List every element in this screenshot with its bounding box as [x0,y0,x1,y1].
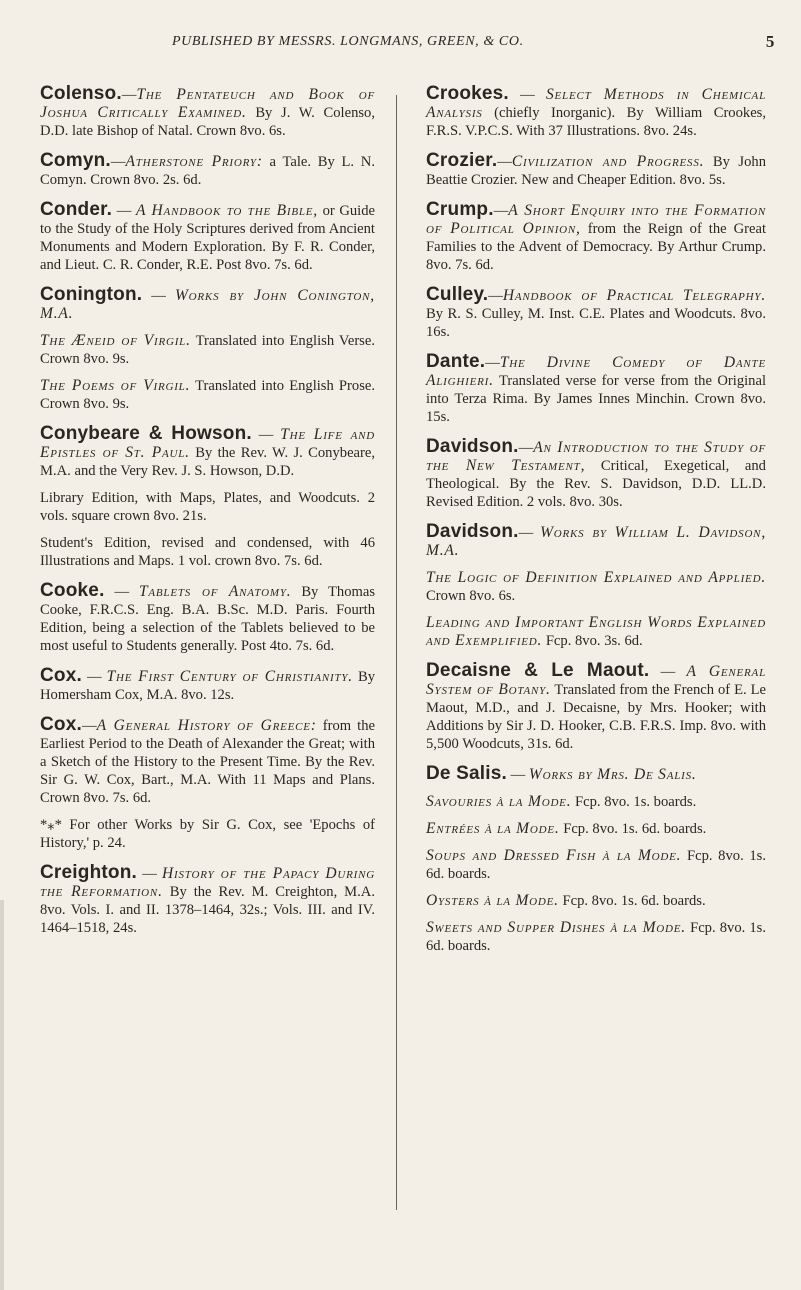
book-title: The Divine Comedy of Dante Alighieri. [426,354,766,389]
author-name: Dante. [426,351,486,372]
book-title: The Logic of Definition Explained and Applied. [426,569,766,586]
book-description: By R. S. Culley, M. Inst. C.E. Plates and Woodcuts. 8vo. 16s. [426,306,766,340]
entry-separator: — [104,584,139,600]
entry-separator: — [81,718,97,734]
entry-separator: — [649,664,687,680]
book-description: Translated into English Verse. Crown 8vo. 9s. [40,333,375,367]
catalogue-entry [426,286,766,341]
entry-separator: — [493,203,509,219]
author-name: Conington. [40,284,143,305]
entry-separator: — [518,525,541,541]
entry-paragraph [40,667,375,704]
book-title: Works by Mrs. De Salis. [528,766,697,783]
header-publisher: PUBLISHED BY MESSRS. LONGMANS, GREEN, & CO. [172,34,524,49]
book-description: Fcp. 8vo. 1s. 6d. boards. [559,821,707,837]
entry-paragraph [426,438,766,511]
catalogue-entry [40,85,375,140]
entry-paragraph [426,919,766,955]
book-description: By the Rev. M. Creighton, M.A. 8vo. Vols. I. and II. 1378–1464, 32s.; Vols. III. and IV. 1464–1518, 24s. [40,884,375,936]
author-name: Crozier. [426,150,498,171]
book-description: Crown 8vo. 6s. [426,588,516,604]
book-description: Fcp. 8vo. 1s. 6d. boards. [426,848,766,882]
book-title: The Æneid of Virgil. [40,332,191,349]
right-column [426,85,766,967]
catalogue-entry [426,85,766,140]
author-name: Creighton. [40,862,137,883]
book-title: Oysters à la Mode. [426,892,559,909]
book-title: Soups and Dressed Fish à la Mode. [426,847,682,864]
book-description: Library Edition, with Maps, Plates, and Woodcuts. 2 vols. square crown 8vo. 21s. [40,490,375,524]
book-title: An Introduction to the Study of the New Testament, [426,439,766,474]
entry-paragraph [426,353,766,426]
entry-paragraph [426,85,766,140]
entry-paragraph [40,489,375,525]
entry-paragraph [40,85,375,140]
entry-separator: — [508,87,546,103]
catalogue-entry [40,667,375,704]
page-number: 5 [765,32,775,51]
book-description: Translated from the French of E. Le Maout, M.D., and J. Decaisne, by Mrs. Hooker; with Additions by Sir J. D. Hooker, C.B. F.R.S. Imp. 8vo. with 5,500 Woodcuts, 31s. 6d. [426,682,766,752]
author-name: Davidson. [426,521,519,542]
entry-paragraph [426,152,766,189]
author-name: Cox. [40,714,82,735]
book-description: Fcp. 8vo. 3s. 6d. [542,633,643,649]
page-edge-shadow [0,900,4,1290]
catalogue-entry [426,438,766,511]
author-name: Crump. [426,199,494,220]
entry-paragraph [40,582,375,655]
entry-paragraph [40,286,375,323]
book-title: Atherstone Priory: [125,153,263,170]
entry-paragraph [40,332,375,368]
book-description: Fcp. 8vo. 1s. 6d. boards. [558,893,706,909]
entry-paragraph [426,847,766,883]
entry-paragraph [426,892,766,910]
entry-paragraph [40,377,375,413]
book-description: from the Earliest Period to the Death of Alexander the Great; with a Sketch of the History to the Present Time. By the Rev. Sir G. W. Cox, Bart., M.A. With 11 Maps and Plans. Crown 8vo. 7s. 6d. [40,718,375,806]
author-name: Cooke. [40,580,105,601]
entry-paragraph [426,765,766,784]
book-title: Savouries à la Mode. [426,793,572,810]
book-description: Translated verse for verse from the Original into Terza Rima. By James Innes Minchin. Crown 8vo. 15s. [426,373,766,425]
entry-separator: — [497,154,512,170]
book-description: By Thomas Cooke, F.R.C.S. Eng. B.A. B.Sc. M.D. Paris. Fourth Edition, being a selection of the Tablets believed to be most useful to Students generally. Post 4to. 7s. 6d. [40,584,375,654]
entry-separator: — [518,440,534,456]
book-title: Works by John Conington, M.A. [40,287,375,322]
entry-paragraph [426,569,766,605]
entry-separator: — [121,87,137,103]
entry-paragraph [426,662,766,753]
book-title: The First Century of Christianity. [106,668,353,685]
book-description: By Homersham Cox, M.A. 8vo. 12s. [40,669,375,703]
catalogue-entry [40,152,375,189]
author-name: Conder. [40,199,113,220]
author-name: Comyn. [40,150,111,171]
author-name: Cox. [40,665,82,686]
book-description: (chiefly Inorganic). By William Crookes, F.R.S. V.P.C.S. With 37 Illustrations. 8vo. 24s. [426,105,766,139]
entry-paragraph [40,864,375,937]
entry-separator: — [251,427,281,443]
entry-separator: — [142,288,175,304]
entry-paragraph [426,286,766,341]
entry-paragraph [426,614,766,650]
book-description: Student's Edition, revised and condensed, with 46 Illustrations and Maps. 1 vol. crown 8vo. 7s. 6d. [40,535,375,569]
book-title: The Poems of Virgil. [40,377,191,394]
entry-separator: — [507,767,529,783]
entry-separator: — [112,203,136,219]
catalogue-entry [426,152,766,189]
book-description: Fcp. 8vo. 1s. boards. [571,794,697,810]
book-description: By John Beattie Crozier. New and Cheaper Edition. 8vo. 5s. [426,154,766,188]
entry-paragraph [40,534,375,570]
column-divider [396,95,397,1210]
entry-paragraph [426,793,766,811]
running-header [172,34,781,58]
book-title: Select Methods in Chemical Analysis [426,86,766,121]
left-column [40,85,375,949]
book-description: Translated into English Prose. Crown 8vo. 9s. [40,378,375,412]
catalogue-entry [426,765,766,955]
author-name: Culley. [426,284,489,305]
entry-paragraph [40,816,375,852]
book-description: By J. W. Colenso, D.D. late Bishop of Natal. Crown 8vo. 6s. [40,105,375,139]
author-name: Davidson. [426,436,519,457]
entry-paragraph [40,152,375,189]
catalogue-entry [40,425,375,570]
entry-separator: — [488,288,503,304]
book-title: Leading and Important English Words Explained and Exemplified. [426,614,766,649]
book-description: *⁎* For other Works by Sir G. Cox, see 'Epochs of History,' p. 24. [40,817,375,851]
book-title: Works by William L. Davidson, M.A. [426,524,766,559]
book-title: A General System of Botany. [426,663,766,698]
entry-separator: — [137,866,163,882]
catalogue-entry [40,201,375,274]
catalogue-entry [40,716,375,852]
entry-paragraph [426,201,766,274]
book-description: from the Reign of the Great Families to the Advent of Democracy. By Arthur Crump. 8vo. 7s. 6d. [426,221,766,273]
book-title: A Handbook to the Bible, [135,202,318,219]
book-title: Handbook of Practical Telegraphy. [502,287,766,304]
book-description: Fcp. 8vo. 1s. 6d. boards. [426,920,766,954]
book-title: History of the Papacy During the Reformation. [40,865,376,900]
catalogue-entry [40,286,375,413]
book-description: a Tale. By L. N. Comyn. Crown 8vo. 2s. 6d. [40,154,375,188]
catalogue-entry [426,353,766,426]
book-description: or Guide to the Study of the Holy Scriptures derived from Ancient Monuments and Modern Exploration. By F. R. Conder, and Lieut. C. R. Conder, R.E. Post 8vo. 7s. 6d. [40,203,376,273]
entry-separator: — [110,154,126,170]
entry-paragraph [426,523,766,560]
book-title: Sweets and Supper Dishes à la Mode. [426,919,686,936]
author-name: Crookes. [426,83,509,104]
catalogue-entry [426,201,766,274]
catalogue-entry [40,582,375,655]
entry-paragraph [426,820,766,838]
book-title: A General History of Greece: [96,717,317,734]
book-title: The Life and Epistles of St. Paul. [40,426,376,461]
catalogue-entry [426,523,766,650]
book-title: The Pentateuch and Book of Joshua Critically Examined. [40,86,375,121]
entry-paragraph [40,201,375,274]
entry-separator: — [81,669,107,685]
catalogue-entry [426,662,766,753]
book-title: Entrées à la Mode. [426,820,560,837]
author-name: De Salis. [426,763,508,784]
author-name: Decaisne & Le Maout. [426,660,650,681]
author-name: Colenso. [40,83,122,104]
book-title: Civilization and Progress. [511,153,705,170]
author-name: Conybeare & Howson. [40,423,252,444]
book-description: By the Rev. W. J. Conybeare, M.A. and the Very Rev. J. S. Howson, D.D. [40,445,376,479]
book-description: Critical, Exegetical, and Theological. By the Rev. S. Davidson, D.D. LL.D. Revised Edition. 2 vols. 8vo. 30s. [426,458,766,510]
entry-separator: — [485,355,500,371]
book-title: A Short Enquiry into the Formation of Political Opinion, [426,202,766,237]
entry-paragraph [40,425,375,480]
catalogue-entry [40,864,375,937]
book-title: Tablets of Anatomy. [138,583,292,600]
entry-paragraph [40,716,375,807]
